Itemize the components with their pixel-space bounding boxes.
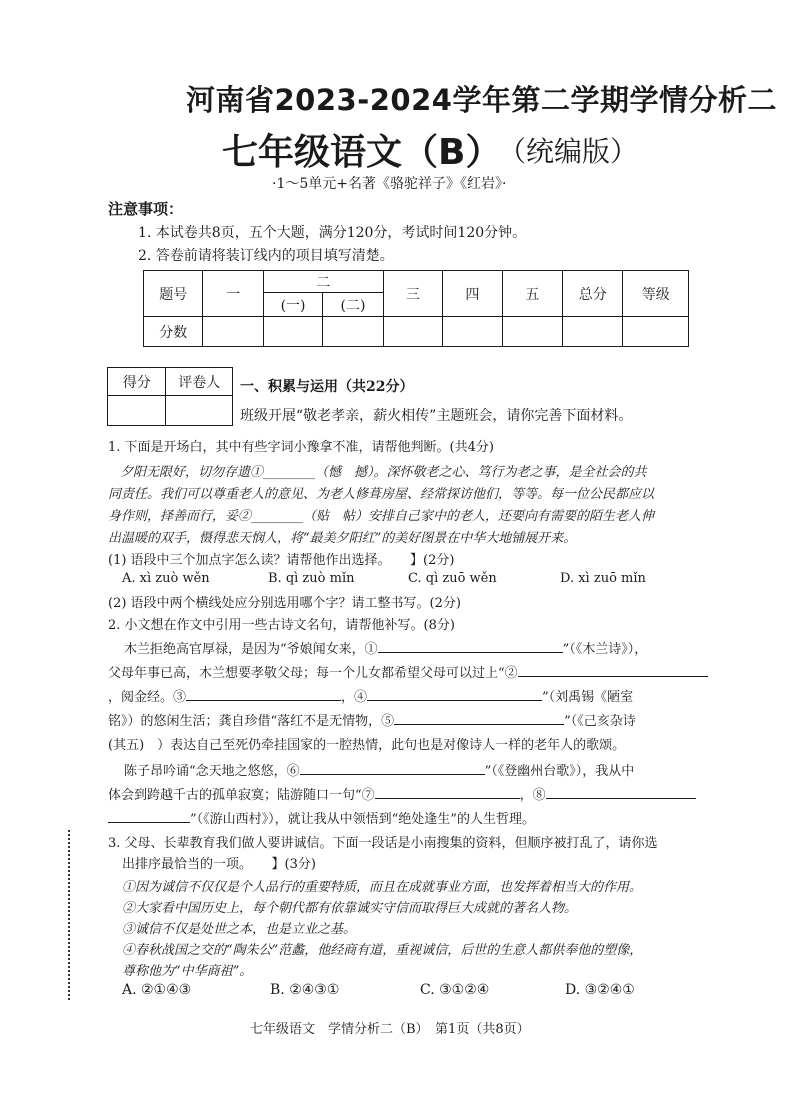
option-a[interactable]: A. xì zuò wěn [122, 571, 210, 586]
passage-line: 同责任。我们可以尊重老人的意见、为老人修葺房屋、经常探访他们，等等。每一位公民都应以 [108, 487, 655, 502]
score-cell[interactable] [383, 317, 442, 347]
exam-title: 河南省2023-2024学年第二学期学情分析二 [186, 83, 777, 117]
line-text: 父母年事已高，木兰想要孝敬父母；每一个儿女都希望父母可以过上“② [108, 666, 518, 681]
blank-4[interactable] [367, 686, 542, 701]
table-header: 五 [502, 271, 562, 317]
answer-line [108, 710, 636, 729]
table-subheader: (一) [263, 293, 322, 317]
sub-question: (2) 语段中两个横线处应分别选用哪个字？请工整书写。(2分) [108, 596, 461, 611]
table-header: 三 [383, 271, 442, 317]
line-text: ，④ [341, 690, 368, 705]
binding-line [68, 830, 70, 1000]
edition-label: （统编版） [498, 135, 639, 168]
blank-8[interactable] [546, 784, 696, 799]
score-table [143, 270, 689, 347]
line-text: ，⑧ [519, 788, 546, 803]
option-b[interactable]: B. ②④③① [270, 982, 340, 998]
blank-7[interactable] [375, 784, 520, 799]
blank-5[interactable] [394, 710, 564, 725]
score-cell[interactable] [323, 317, 383, 347]
line-text: (其五) ）表达自己至死仍牵挂国家的一腔热情，此句也是对像诗人一样的老年人的歌颂。 [108, 738, 626, 753]
notice-item: 2. 答卷前请将装订线内的项目填写清楚。 [138, 248, 394, 264]
line-text: ”（《木兰诗》）， [562, 642, 648, 657]
option-d[interactable]: D. ③②④① [565, 982, 635, 998]
answer-line [124, 760, 634, 779]
section-title: 一、积累与运用（共22分） [240, 379, 414, 395]
option-c[interactable]: C. ③①②④ [420, 982, 490, 998]
table-row-label: 分数 [144, 317, 203, 347]
answer-line [108, 808, 535, 827]
list-item: 尊称他为“中华商祖”。 [122, 964, 253, 979]
option-d[interactable]: D. xì zuō mǐn [560, 571, 646, 586]
table-header: 一 [203, 271, 263, 317]
answer-line [108, 784, 696, 803]
grader-box [107, 367, 233, 426]
score-cell[interactable] [502, 317, 562, 347]
table-subheader: (二) [323, 293, 383, 317]
score-cell[interactable] [563, 317, 623, 347]
score-label: 得分 [108, 368, 166, 396]
table-header: 题号 [144, 271, 203, 317]
table-header: 四 [443, 271, 502, 317]
table-header: 二 [263, 271, 383, 293]
notice-item: 1. 本试卷共8页，五个大题，满分120分，考试时间120分钟。 [138, 225, 527, 241]
question-stem: 出排序最恰当的一项。 】(3分) [122, 857, 316, 872]
line-text: 体会到跨越千古的孤单寂寞；陆游随口一句“⑦ [108, 788, 375, 803]
option-a[interactable]: A. ②①④③ [122, 982, 192, 998]
list-item: ①因为诚信不仅仅是个人品行的重要特质，而且在成就事业方面，也发挥着相当大的作用。 [122, 880, 643, 895]
question-stem: 1. 下面是开场白，其中有些字词小豫拿不准，请帮他判断。(共4分) [108, 440, 494, 455]
grader-label: 评卷人 [166, 368, 233, 396]
line-text: 铭》）的悠闲生活；龚自珍借“落红不是无情物，⑤ [108, 714, 395, 729]
line-text: ”（刘禹锡《陋室 [542, 690, 634, 705]
question-stem: 3. 父母、长辈教育我们做人要讲诚信。下面一段话是小南搜集的资料，但顺序被打乱了，请你选 [108, 836, 658, 851]
answer-line [108, 662, 708, 681]
option-b[interactable]: B. qì zuò mǐn [268, 571, 355, 586]
sub-question: (1) 语段中三个加点字怎么读？请帮他作出选择。 】(2分) [108, 553, 455, 568]
line-text: ”（《游山西村》），就让我从中领悟到“绝处逢生”的人生哲理。 [190, 812, 535, 827]
page-footer: 七年级语文 学情分析二（B） 第1页（共8页） [250, 1022, 530, 1037]
table-header: 等级 [623, 271, 689, 317]
line-text: ”（《己亥杂诗 [564, 714, 636, 729]
answer-line [124, 638, 647, 657]
section-intro: 班级开展“敬老孝亲，薪火相传”主题班会，请你完善下面材料。 [240, 408, 633, 424]
score-cell[interactable] [443, 317, 502, 347]
line-text: 木兰拒绝高官厚禄，是因为“爷娘闻女来，① [124, 642, 378, 657]
score-cell[interactable] [108, 396, 166, 426]
grader-cell[interactable] [166, 396, 233, 426]
line-text: ，阅金经。③ [108, 690, 187, 705]
exam-subtitle: 七年级语文（B） [222, 132, 502, 173]
passage-line: 身作则，择善而行，妥②________（贴 帖）安排自己家中的老人，还要向有需要的陌生老人伸 [108, 509, 655, 524]
answer-line [108, 686, 633, 705]
score-cell[interactable] [263, 317, 322, 347]
exam-scope: ·1～5单元+名著《骆驼祥子》《红岩》· [272, 176, 507, 192]
table-header: 总分 [563, 271, 623, 317]
notice-heading: 注意事项： [108, 200, 184, 218]
passage-line: 夕阳无限好，切勿存遗①________（憾 撼）。深怀敬老之心、笃行为老之事，是全社会的共 [120, 465, 647, 480]
score-cell[interactable] [623, 317, 689, 347]
score-cell[interactable] [203, 317, 263, 347]
question-stem: 2. 小文想在作文中引用一些古诗文名句，请帮他补写。(8分) [108, 618, 455, 633]
blank-1[interactable] [378, 638, 563, 653]
list-item: ②大家看中国历史上，每个朝代都有依靠诚实守信而取得巨大成就的著名人物。 [122, 901, 578, 916]
blank-8-cont[interactable] [108, 808, 190, 823]
list-item: ④春秋战国之交的“陶朱公”范蠡，他经商有道，重视诚信，后世的生意人都供奉他的塑像， [122, 943, 643, 958]
line-text: ”（《登幽州台歌》），我从中 [484, 764, 635, 779]
blank-6[interactable] [300, 760, 485, 775]
list-item: ③诚信不仅是处世之本，也是立业之基。 [122, 922, 357, 937]
line-text: 陈子昂吟诵“念天地之悠悠，⑥ [124, 764, 300, 779]
passage-line: 出温暖的双手，慑得悲天悯人，将“最美夕阳红”的美好图景在中华大地铺展开来。 [108, 531, 577, 546]
option-c[interactable]: C. qì zuō wěn [408, 571, 497, 586]
blank-2[interactable] [518, 662, 708, 677]
blank-3[interactable] [186, 686, 341, 701]
